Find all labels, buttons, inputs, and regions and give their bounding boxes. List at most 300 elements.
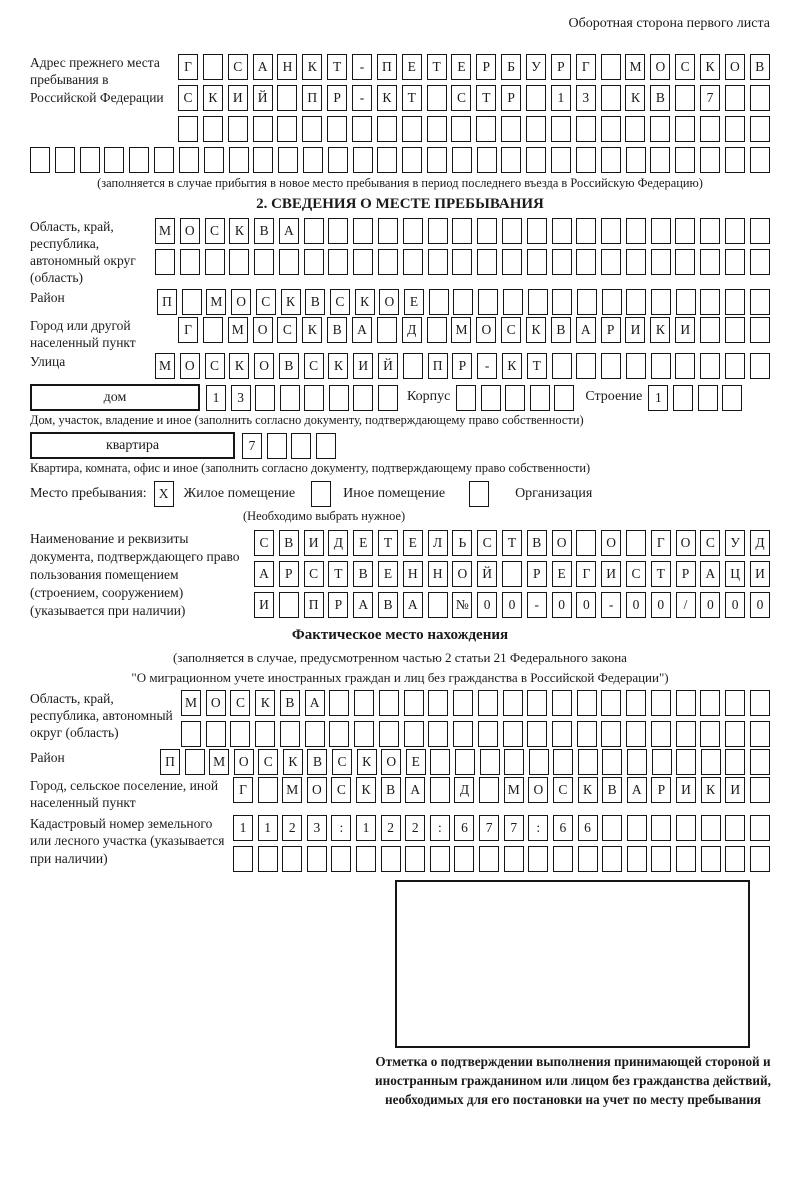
char-box[interactable]: О bbox=[381, 749, 401, 775]
char-box[interactable] bbox=[627, 815, 647, 841]
char-box[interactable] bbox=[700, 289, 720, 315]
char-box[interactable]: № bbox=[452, 592, 472, 618]
char-box[interactable] bbox=[478, 289, 498, 315]
char-box[interactable]: С bbox=[501, 317, 521, 343]
char-box[interactable]: П bbox=[304, 592, 324, 618]
char-box[interactable] bbox=[601, 218, 621, 244]
char-box[interactable]: Т bbox=[651, 561, 671, 587]
char-box[interactable] bbox=[180, 249, 200, 275]
char-box[interactable]: С bbox=[304, 561, 324, 587]
char-box[interactable] bbox=[379, 721, 399, 747]
char-box[interactable]: 0 bbox=[502, 592, 522, 618]
char-box[interactable]: С bbox=[330, 289, 350, 315]
char-box[interactable]: Р bbox=[527, 561, 547, 587]
char-box[interactable]: Г bbox=[576, 561, 596, 587]
char-box[interactable] bbox=[230, 721, 250, 747]
char-box[interactable] bbox=[206, 721, 226, 747]
char-box[interactable]: Д bbox=[454, 777, 474, 803]
char-box[interactable]: К bbox=[302, 317, 322, 343]
char-box[interactable] bbox=[526, 116, 546, 142]
char-box[interactable] bbox=[254, 249, 274, 275]
char-box[interactable]: 1 bbox=[206, 385, 226, 411]
char-box[interactable] bbox=[356, 846, 376, 872]
char-box[interactable]: В bbox=[381, 777, 401, 803]
char-box[interactable] bbox=[651, 846, 671, 872]
char-box[interactable] bbox=[578, 846, 598, 872]
char-box[interactable] bbox=[652, 749, 672, 775]
char-box[interactable] bbox=[228, 116, 248, 142]
char-box[interactable] bbox=[353, 147, 373, 173]
char-box[interactable]: О bbox=[234, 749, 254, 775]
char-box[interactable] bbox=[452, 249, 472, 275]
char-box[interactable]: : bbox=[430, 815, 450, 841]
char-box[interactable]: 0 bbox=[651, 592, 671, 618]
char-box[interactable]: И bbox=[725, 777, 745, 803]
char-box[interactable] bbox=[601, 690, 621, 716]
char-box[interactable]: А bbox=[305, 690, 325, 716]
char-box[interactable] bbox=[676, 846, 696, 872]
char-box[interactable]: Р bbox=[327, 85, 347, 111]
char-box[interactable] bbox=[304, 385, 324, 411]
char-box[interactable]: М bbox=[282, 777, 302, 803]
char-box[interactable]: - bbox=[527, 592, 547, 618]
char-box[interactable] bbox=[552, 353, 572, 379]
char-box[interactable] bbox=[428, 690, 448, 716]
char-box[interactable]: В bbox=[750, 54, 770, 80]
char-box[interactable] bbox=[430, 777, 450, 803]
char-box[interactable] bbox=[601, 116, 621, 142]
stay-type-checkbox-organization[interactable] bbox=[469, 481, 489, 507]
char-box[interactable] bbox=[428, 721, 448, 747]
char-box[interactable]: С bbox=[304, 353, 324, 379]
char-box[interactable]: 7 bbox=[700, 85, 720, 111]
char-box[interactable]: С bbox=[331, 777, 351, 803]
char-box[interactable] bbox=[722, 385, 742, 411]
char-box[interactable] bbox=[651, 690, 671, 716]
char-box[interactable]: С bbox=[477, 530, 497, 556]
char-box[interactable] bbox=[576, 218, 596, 244]
char-box[interactable]: Т bbox=[476, 85, 496, 111]
char-box[interactable] bbox=[651, 289, 671, 315]
char-box[interactable]: О bbox=[601, 530, 621, 556]
char-box[interactable] bbox=[700, 218, 720, 244]
char-box[interactable] bbox=[651, 218, 671, 244]
char-box[interactable] bbox=[129, 147, 149, 173]
char-box[interactable] bbox=[673, 385, 693, 411]
char-box[interactable]: С bbox=[451, 85, 471, 111]
char-box[interactable] bbox=[725, 721, 745, 747]
char-box[interactable] bbox=[530, 385, 550, 411]
char-box[interactable]: Ц bbox=[725, 561, 745, 587]
char-box[interactable]: Т bbox=[328, 561, 348, 587]
char-box[interactable] bbox=[430, 749, 450, 775]
char-box[interactable] bbox=[179, 147, 199, 173]
char-box[interactable] bbox=[501, 147, 521, 173]
char-box[interactable]: Д bbox=[328, 530, 348, 556]
char-box[interactable] bbox=[528, 846, 548, 872]
char-box[interactable] bbox=[305, 721, 325, 747]
char-box[interactable]: Е bbox=[552, 561, 572, 587]
char-box[interactable] bbox=[750, 85, 770, 111]
char-box[interactable] bbox=[698, 385, 718, 411]
char-box[interactable] bbox=[552, 721, 572, 747]
char-box[interactable] bbox=[185, 749, 205, 775]
char-box[interactable] bbox=[280, 385, 300, 411]
char-box[interactable]: С bbox=[332, 749, 352, 775]
char-box[interactable]: И bbox=[228, 85, 248, 111]
char-box[interactable] bbox=[700, 353, 720, 379]
char-box[interactable]: И bbox=[353, 353, 373, 379]
char-box[interactable] bbox=[650, 147, 670, 173]
apartment-type-box[interactable]: квартира bbox=[30, 432, 235, 459]
char-box[interactable] bbox=[626, 218, 646, 244]
char-box[interactable]: А bbox=[279, 218, 299, 244]
char-box[interactable]: У bbox=[725, 530, 745, 556]
char-box[interactable]: А bbox=[627, 777, 647, 803]
char-box[interactable] bbox=[428, 592, 448, 618]
char-box[interactable] bbox=[429, 289, 449, 315]
char-box[interactable] bbox=[477, 147, 497, 173]
char-box[interactable]: О bbox=[676, 530, 696, 556]
char-box[interactable] bbox=[676, 721, 696, 747]
char-box[interactable] bbox=[203, 54, 223, 80]
char-box[interactable]: Е bbox=[404, 289, 424, 315]
char-box[interactable] bbox=[651, 815, 671, 841]
char-box[interactable] bbox=[253, 116, 273, 142]
char-box[interactable]: 1 bbox=[233, 815, 253, 841]
char-box[interactable]: С bbox=[205, 218, 225, 244]
char-box[interactable]: К bbox=[357, 749, 377, 775]
char-box[interactable]: / bbox=[676, 592, 696, 618]
char-box[interactable]: С bbox=[553, 777, 573, 803]
char-box[interactable] bbox=[577, 721, 597, 747]
char-box[interactable]: : bbox=[528, 815, 548, 841]
char-box[interactable] bbox=[626, 289, 646, 315]
char-box[interactable] bbox=[304, 218, 324, 244]
char-box[interactable]: С bbox=[205, 353, 225, 379]
char-box[interactable] bbox=[204, 147, 224, 173]
char-box[interactable]: Р bbox=[601, 317, 621, 343]
char-box[interactable]: : bbox=[331, 815, 351, 841]
char-box[interactable]: О bbox=[307, 777, 327, 803]
char-box[interactable]: К bbox=[328, 353, 348, 379]
char-box[interactable]: Н bbox=[403, 561, 423, 587]
char-box[interactable] bbox=[626, 249, 646, 275]
char-box[interactable] bbox=[725, 147, 745, 173]
char-box[interactable] bbox=[80, 147, 100, 173]
char-box[interactable] bbox=[505, 385, 525, 411]
char-box[interactable]: Е bbox=[403, 530, 423, 556]
char-box[interactable]: О bbox=[650, 54, 670, 80]
char-box[interactable]: В bbox=[527, 530, 547, 556]
char-box[interactable] bbox=[402, 116, 422, 142]
char-box[interactable] bbox=[452, 218, 472, 244]
char-box[interactable]: Р bbox=[551, 54, 571, 80]
char-box[interactable] bbox=[626, 530, 646, 556]
char-box[interactable] bbox=[527, 249, 547, 275]
char-box[interactable] bbox=[454, 846, 474, 872]
char-box[interactable] bbox=[255, 721, 275, 747]
char-box[interactable]: М bbox=[155, 353, 175, 379]
char-box[interactable] bbox=[750, 353, 770, 379]
char-box[interactable]: С bbox=[700, 530, 720, 556]
char-box[interactable]: С bbox=[258, 749, 278, 775]
char-box[interactable]: Б bbox=[501, 54, 521, 80]
char-box[interactable] bbox=[701, 749, 721, 775]
char-box[interactable] bbox=[651, 721, 671, 747]
char-box[interactable] bbox=[302, 116, 322, 142]
char-box[interactable]: Е bbox=[402, 54, 422, 80]
char-box[interactable] bbox=[203, 317, 223, 343]
char-box[interactable] bbox=[552, 249, 572, 275]
char-box[interactable] bbox=[676, 749, 696, 775]
char-box[interactable]: К bbox=[229, 353, 249, 379]
char-box[interactable]: П bbox=[157, 289, 177, 315]
char-box[interactable] bbox=[229, 249, 249, 275]
char-box[interactable]: А bbox=[254, 561, 274, 587]
char-box[interactable] bbox=[725, 85, 745, 111]
char-box[interactable]: М bbox=[155, 218, 175, 244]
char-box[interactable] bbox=[229, 147, 249, 173]
char-box[interactable] bbox=[501, 116, 521, 142]
char-box[interactable] bbox=[576, 249, 596, 275]
char-box[interactable]: 2 bbox=[381, 815, 401, 841]
char-box[interactable] bbox=[30, 147, 50, 173]
char-box[interactable] bbox=[353, 385, 373, 411]
char-box[interactable]: К bbox=[377, 85, 397, 111]
char-box[interactable] bbox=[602, 846, 622, 872]
char-box[interactable] bbox=[750, 147, 770, 173]
char-box[interactable] bbox=[675, 249, 695, 275]
char-box[interactable] bbox=[329, 690, 349, 716]
char-box[interactable] bbox=[291, 433, 311, 459]
char-box[interactable] bbox=[503, 721, 523, 747]
char-box[interactable] bbox=[430, 846, 450, 872]
char-box[interactable]: Р bbox=[476, 54, 496, 80]
char-box[interactable]: С bbox=[254, 530, 274, 556]
char-box[interactable]: 7 bbox=[504, 815, 524, 841]
char-box[interactable]: И bbox=[625, 317, 645, 343]
char-box[interactable] bbox=[626, 353, 646, 379]
stay-type-checkbox-residential[interactable]: X bbox=[154, 481, 174, 507]
char-box[interactable] bbox=[353, 218, 373, 244]
char-box[interactable] bbox=[331, 846, 351, 872]
char-box[interactable] bbox=[453, 690, 473, 716]
char-box[interactable] bbox=[601, 147, 621, 173]
char-box[interactable]: А bbox=[405, 777, 425, 803]
char-box[interactable] bbox=[553, 749, 573, 775]
char-box[interactable] bbox=[316, 433, 336, 459]
char-box[interactable] bbox=[279, 249, 299, 275]
char-box[interactable]: В bbox=[305, 289, 325, 315]
char-box[interactable]: О bbox=[452, 561, 472, 587]
char-box[interactable]: М bbox=[209, 749, 229, 775]
char-box[interactable] bbox=[452, 147, 472, 173]
char-box[interactable] bbox=[675, 147, 695, 173]
char-box[interactable] bbox=[104, 147, 124, 173]
char-box[interactable] bbox=[750, 777, 770, 803]
char-box[interactable] bbox=[527, 721, 547, 747]
char-box[interactable]: П bbox=[160, 749, 180, 775]
char-box[interactable]: 3 bbox=[307, 815, 327, 841]
char-box[interactable] bbox=[601, 353, 621, 379]
char-box[interactable] bbox=[529, 749, 549, 775]
char-box[interactable] bbox=[479, 777, 499, 803]
char-box[interactable] bbox=[278, 147, 298, 173]
char-box[interactable] bbox=[377, 116, 397, 142]
char-box[interactable] bbox=[477, 218, 497, 244]
char-box[interactable]: Р bbox=[452, 353, 472, 379]
char-box[interactable] bbox=[503, 289, 523, 315]
char-box[interactable]: К bbox=[302, 54, 322, 80]
char-box[interactable]: К bbox=[625, 85, 645, 111]
char-box[interactable] bbox=[553, 846, 573, 872]
char-box[interactable] bbox=[402, 147, 422, 173]
char-box[interactable] bbox=[55, 147, 75, 173]
char-box[interactable]: В bbox=[280, 690, 300, 716]
char-box[interactable] bbox=[578, 749, 598, 775]
char-box[interactable] bbox=[526, 147, 546, 173]
char-box[interactable]: М bbox=[451, 317, 471, 343]
char-box[interactable]: О bbox=[379, 289, 399, 315]
char-box[interactable]: К bbox=[255, 690, 275, 716]
char-box[interactable]: Е bbox=[406, 749, 426, 775]
char-box[interactable]: О bbox=[253, 317, 273, 343]
char-box[interactable]: 3 bbox=[231, 385, 251, 411]
char-box[interactable] bbox=[503, 690, 523, 716]
char-box[interactable] bbox=[378, 218, 398, 244]
char-box[interactable] bbox=[480, 749, 500, 775]
char-box[interactable] bbox=[502, 249, 522, 275]
char-box[interactable]: 1 bbox=[648, 385, 668, 411]
char-box[interactable]: Т bbox=[378, 530, 398, 556]
char-box[interactable] bbox=[750, 218, 770, 244]
char-box[interactable]: Е bbox=[451, 54, 471, 80]
char-box[interactable]: С bbox=[256, 289, 276, 315]
char-box[interactable] bbox=[282, 846, 302, 872]
char-box[interactable] bbox=[626, 721, 646, 747]
char-box[interactable]: 0 bbox=[626, 592, 646, 618]
char-box[interactable] bbox=[428, 249, 448, 275]
char-box[interactable] bbox=[700, 249, 720, 275]
char-box[interactable] bbox=[750, 815, 770, 841]
char-box[interactable] bbox=[481, 385, 501, 411]
char-box[interactable] bbox=[700, 690, 720, 716]
char-box[interactable] bbox=[601, 721, 621, 747]
char-box[interactable] bbox=[651, 353, 671, 379]
char-box[interactable] bbox=[258, 846, 278, 872]
char-box[interactable] bbox=[403, 353, 423, 379]
char-box[interactable] bbox=[577, 690, 597, 716]
char-box[interactable]: 0 bbox=[576, 592, 596, 618]
char-box[interactable]: Л bbox=[428, 530, 448, 556]
char-box[interactable]: 2 bbox=[282, 815, 302, 841]
char-box[interactable] bbox=[277, 116, 297, 142]
char-box[interactable] bbox=[155, 249, 175, 275]
char-box[interactable] bbox=[377, 147, 397, 173]
char-box[interactable]: 0 bbox=[725, 592, 745, 618]
char-box[interactable] bbox=[627, 749, 647, 775]
char-box[interactable] bbox=[675, 353, 695, 379]
char-box[interactable] bbox=[577, 289, 597, 315]
char-box[interactable]: У bbox=[526, 54, 546, 80]
char-box[interactable] bbox=[404, 690, 424, 716]
char-box[interactable]: И bbox=[304, 530, 324, 556]
char-box[interactable] bbox=[404, 721, 424, 747]
char-box[interactable]: К bbox=[356, 777, 376, 803]
char-box[interactable]: К bbox=[526, 317, 546, 343]
char-box[interactable] bbox=[651, 249, 671, 275]
char-box[interactable] bbox=[378, 385, 398, 411]
char-box[interactable] bbox=[625, 116, 645, 142]
char-box[interactable] bbox=[750, 749, 770, 775]
char-box[interactable] bbox=[725, 846, 745, 872]
char-box[interactable]: 6 bbox=[578, 815, 598, 841]
char-box[interactable] bbox=[451, 116, 471, 142]
char-box[interactable]: Т bbox=[327, 54, 347, 80]
char-box[interactable] bbox=[453, 721, 473, 747]
char-box[interactable] bbox=[352, 116, 372, 142]
char-box[interactable] bbox=[750, 690, 770, 716]
char-box[interactable]: 7 bbox=[242, 433, 262, 459]
char-box[interactable] bbox=[303, 147, 323, 173]
char-box[interactable]: Т bbox=[527, 353, 547, 379]
char-box[interactable]: - bbox=[601, 592, 621, 618]
char-box[interactable] bbox=[551, 116, 571, 142]
char-box[interactable] bbox=[750, 317, 770, 343]
char-box[interactable] bbox=[701, 846, 721, 872]
char-box[interactable] bbox=[427, 85, 447, 111]
char-box[interactable] bbox=[700, 147, 720, 173]
char-box[interactable]: А bbox=[253, 54, 273, 80]
char-box[interactable] bbox=[353, 249, 373, 275]
char-box[interactable] bbox=[650, 116, 670, 142]
char-box[interactable]: А bbox=[353, 592, 373, 618]
char-box[interactable] bbox=[182, 289, 202, 315]
char-box[interactable]: - bbox=[352, 85, 372, 111]
char-box[interactable] bbox=[602, 749, 622, 775]
char-box[interactable]: К bbox=[281, 289, 301, 315]
char-box[interactable] bbox=[725, 289, 745, 315]
char-box[interactable] bbox=[576, 530, 596, 556]
char-box[interactable]: О bbox=[476, 317, 496, 343]
char-box[interactable] bbox=[576, 147, 596, 173]
char-box[interactable] bbox=[267, 433, 287, 459]
char-box[interactable]: С bbox=[277, 317, 297, 343]
char-box[interactable] bbox=[381, 846, 401, 872]
char-box[interactable]: 1 bbox=[356, 815, 376, 841]
char-box[interactable] bbox=[750, 721, 770, 747]
char-box[interactable]: М bbox=[206, 289, 226, 315]
char-box[interactable]: И bbox=[601, 561, 621, 587]
char-box[interactable]: Ь bbox=[452, 530, 472, 556]
char-box[interactable] bbox=[675, 85, 695, 111]
char-box[interactable]: 1 bbox=[258, 815, 278, 841]
char-box[interactable]: В bbox=[602, 777, 622, 803]
char-box[interactable]: П bbox=[428, 353, 448, 379]
char-box[interactable] bbox=[403, 249, 423, 275]
char-box[interactable] bbox=[725, 749, 745, 775]
char-box[interactable]: Р bbox=[328, 592, 348, 618]
char-box[interactable]: Н bbox=[277, 54, 297, 80]
char-box[interactable]: К bbox=[701, 777, 721, 803]
char-box[interactable]: 1 bbox=[551, 85, 571, 111]
char-box[interactable]: В bbox=[650, 85, 670, 111]
char-box[interactable]: О bbox=[180, 218, 200, 244]
char-box[interactable]: Р bbox=[676, 561, 696, 587]
char-box[interactable]: Й bbox=[378, 353, 398, 379]
char-box[interactable]: А bbox=[352, 317, 372, 343]
